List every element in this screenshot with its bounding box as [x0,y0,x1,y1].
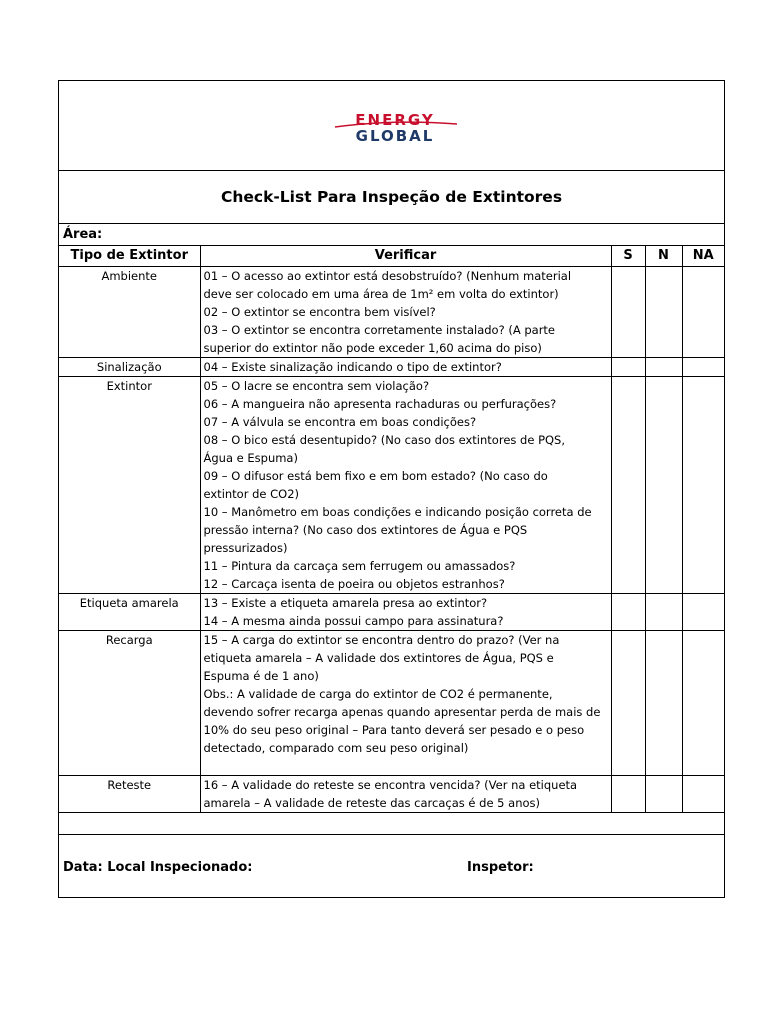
blank-row [59,813,724,835]
answer-cell-na[interactable] [682,776,724,813]
check-item-line: amarela – A validade de reteste das carcaças é de 5 anos) [203,796,540,810]
check-item-line: Obs.: A validade de carga do extintor de CO2 é permanente, [203,687,553,701]
check-item-line: 05 – O lacre se encontra sem violação? [203,379,430,393]
row-check-items [200,377,611,594]
answer-cell-s[interactable] [611,594,645,631]
answer-cell-n[interactable] [645,631,682,776]
check-item-line: etiqueta amarela – A validade dos extintores de Água, PQS e [203,651,554,665]
blank-cell [59,813,724,835]
check-item-line: 08 – O bico está desentupido? (No caso dos extintores de PQS, [203,433,566,447]
answer-cell-s[interactable] [611,631,645,776]
header-type: Tipo de Extintor [59,246,200,267]
row-check-items [200,631,611,776]
answer-cell-na[interactable] [682,377,724,594]
answer-cell-n[interactable] [645,358,682,377]
answer-cell-n[interactable] [645,776,682,813]
check-item-line: 10 – Manômetro em boas condições e indicando posição correta de [203,505,592,519]
answer-cell-na[interactable] [682,631,724,776]
table-row [59,358,724,377]
check-item-line: superior do extintor não pode exceder 1,60 acima do piso) [203,341,542,355]
row-type: Etiqueta amarela [59,594,200,631]
answer-cell-na[interactable] [682,267,724,358]
spacer-line [204,757,608,775]
answer-cell-na[interactable] [682,594,724,631]
check-item-line: detectado, comparado com seu peso original) [203,741,469,755]
check-item-line: Água e Espuma) [203,451,298,465]
check-item-line: 03 – O extintor se encontra corretamente instalado? (A parte [203,323,556,337]
check-item-line: 04 – Existe sinalização indicando o tipo de extintor? [203,360,502,374]
answer-cell-s[interactable] [611,776,645,813]
answer-cell-n[interactable] [645,594,682,631]
check-item-line: pressão interna? (No caso dos extintores de Água e PQS [203,523,528,537]
row-type: Ambiente [59,267,200,358]
row-check-items [200,594,611,631]
footer-date-location-label: Data: Local Inspecionado: [63,860,253,875]
title-area [59,171,724,224]
answer-cell-s[interactable] [611,358,645,377]
row-type: Recarga [59,631,200,776]
logo-area [59,81,724,171]
answer-cell-n[interactable] [645,377,682,594]
table-row [59,267,724,358]
check-item-line: 14 – A mesma ainda possui campo para assinatura? [203,614,504,628]
table-row [59,631,724,776]
footer [59,834,724,897]
row-check-items [200,267,611,358]
check-item-line: extintor de CO2) [203,487,300,501]
area-row [59,224,724,246]
row-type: Extintor [59,377,200,594]
header-n: N [645,246,682,267]
page-title: Check-List Para Inspeção de Extintores [220,188,563,206]
table-row [59,776,724,813]
table-row [59,377,724,594]
footer-inspector-label: Inspetor: [467,860,534,875]
answer-cell-s[interactable] [611,377,645,594]
check-item-line: 07 – A válvula se encontra em boas condições? [203,415,477,429]
row-type: Reteste [59,776,200,813]
table-header-row [59,246,724,267]
check-item-line: Espuma é de 1 ano) [203,669,319,683]
checklist-table [59,246,724,835]
logo-text-energy: ENERGY [355,111,435,129]
check-item-line: 15 – A carga do extintor se encontra dentro do prazo? (Ver na [203,633,560,647]
table-row [59,594,724,631]
answer-cell-s[interactable] [611,267,645,358]
row-type: Sinalização [59,358,200,377]
energy-global-logo [325,111,465,143]
row-check-items [200,358,611,377]
row-check-items [200,776,611,813]
check-item-line: 13 – Existe a etiqueta amarela presa ao extintor? [203,596,488,610]
answer-cell-n[interactable] [645,267,682,358]
answer-cell-na[interactable] [682,358,724,377]
check-item-line: devendo sofrer recarga apenas quando apresentar perda de mais de [203,705,601,719]
check-item-line: 12 – Carcaça isenta de poeira ou objetos estranhos? [203,577,505,591]
checklist-form [58,80,725,898]
check-item-line: 10% do seu peso original – Para tanto deverá ser pesado e o peso [203,723,585,737]
check-item-line: 11 – Pintura da carcaça sem ferrugem ou amassados? [203,559,516,573]
header-s: S [611,246,645,267]
check-item-line: 01 – O acesso ao extintor está desobstruído? (Nenhum material [203,269,572,283]
check-item-line: 02 – O extintor se encontra bem visível? [203,305,436,319]
check-item-line: 09 – O difusor está bem fixo e em bom estado? (No caso do [203,469,548,483]
header-check: Verificar [200,246,611,267]
check-item-line: deve ser colocado em uma área de 1m² em volta do extintor) [203,287,559,301]
header-na: NA [682,246,724,267]
area-label: Área: [63,227,103,242]
check-item-line: 16 – A validade do reteste se encontra vencida? (Ver na etiqueta [203,778,578,792]
check-item-line: pressurizados) [203,541,288,555]
logo-text-global: GLOBAL [355,127,435,143]
check-item-line: 06 – A mangueira não apresenta rachaduras ou perfurações? [203,397,557,411]
